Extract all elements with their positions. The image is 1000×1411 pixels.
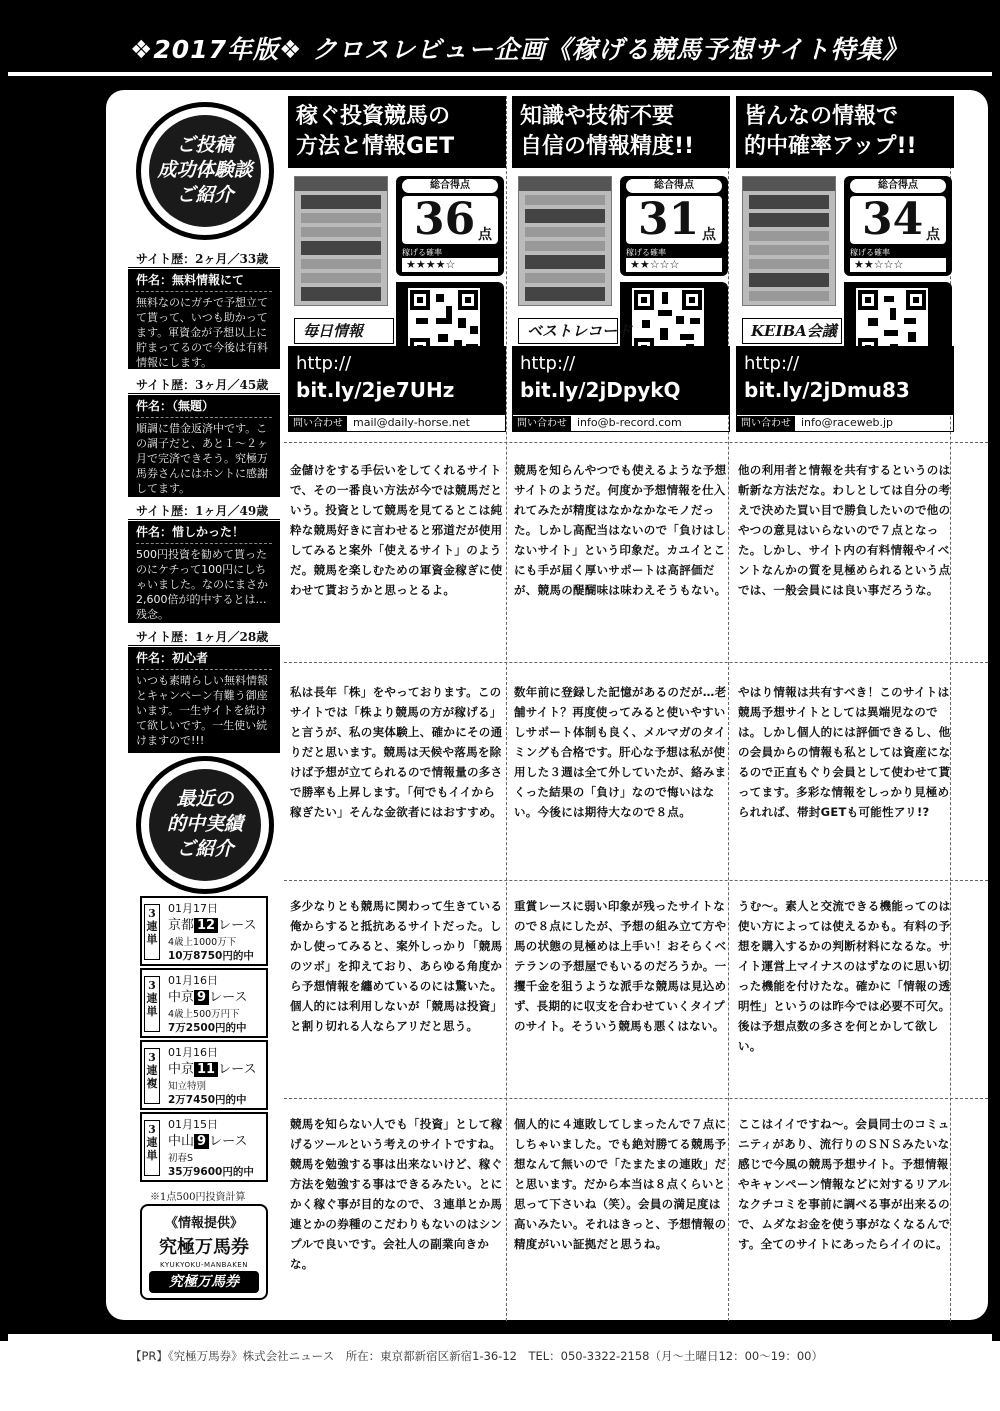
payout: 7万2500円的中 bbox=[168, 1022, 247, 1034]
contact-row bbox=[736, 414, 954, 432]
bet-type: 3連複 bbox=[144, 1048, 160, 1104]
cross-review: 個人的に４連敗してしまったんで７点にしちゃいました。でも絶対勝てる競馬予想なんて無いので「たまたまの連敗」だと思います。だから本当は８点くらいと思って下さいね（笑）。会員の満足度は高いみたい。それはきっと、予想情報の精度がいい証拠だと思うね。 bbox=[512, 1114, 730, 1254]
total-score: 36 点 bbox=[402, 196, 498, 244]
race-word: レース bbox=[218, 918, 257, 933]
race-condition: 4歳上1000万下 bbox=[168, 937, 237, 948]
badge-line: ご投稿 bbox=[176, 134, 234, 156]
row-divider bbox=[284, 442, 988, 443]
cross-review: 金儲けをする手伝いをしてくれるサイトで、その一番良い方法が今では競馬だという。投資として競馬を見てるとこは純粋な競馬好きに言わせると邪道だが使用してみると案外「使えるサイト」のようだ。競馬を楽しむための軍資金稼ぎに使わせて貰おうかと思っとるよ。 bbox=[288, 460, 506, 600]
site-title bbox=[736, 96, 954, 168]
rate-label: 稼げる確率 bbox=[402, 248, 442, 257]
hit-date: 01月16日 bbox=[168, 1046, 218, 1059]
cross-review: やはり情報は共有すべき！このサイトは競馬予想サイトとしては異端児なのでは。しかし個人的には評価できるし、他の会員からの情報も私としては資産になるので正直もぐり会員として使わせて貰ってます。多彩な情報をしっかり見極められれば、帯封GETも可能性アリ!? bbox=[736, 682, 954, 822]
cross-review: 競馬を知らんやつでも使えるような予想サイトのようだ。何度か予想情報を仕入れてみたが精度はなかなかなモノだった。しかし高配当はないので「負けはしないサイト」という印象だ。カユイとこにも手が届く厚いサポートは高評価だが、競馬の醍醐味は味わえそうもない。 bbox=[512, 460, 730, 600]
race-place: 中山 bbox=[168, 1134, 195, 1149]
provider-logo: 究極万馬券 bbox=[149, 1271, 259, 1293]
score-box bbox=[396, 176, 504, 276]
url-scheme: http:// bbox=[296, 353, 352, 374]
site-name: 毎日情報 bbox=[294, 318, 394, 344]
site-title bbox=[512, 96, 730, 168]
cross-review: 重賞レースに弱い印象が残ったサイトなので８点にしたが、予想の組み立て方や馬の状態の見極めは上手い！おそらくベテランの予想屋でもいるのだろうか。一攫千金を狙うような派手な競馬は見込めず、長期的に収支を合わせていくタイプのサイト。そういう競馬も悪くはない。 bbox=[512, 896, 730, 1036]
race-condition: 4歳上500万円下 bbox=[168, 1009, 240, 1020]
payout: 35万9600円的中 bbox=[168, 1166, 254, 1178]
contact-label: 問い合わせ bbox=[289, 416, 347, 432]
score-unit: 点 bbox=[926, 227, 940, 243]
page-title: ❖2017年版❖ クロスレビュー企画《稼げる競馬予想サイト特集》 bbox=[130, 35, 909, 64]
site-title-line: 的中確率アップ!! bbox=[744, 134, 917, 159]
results-badge bbox=[136, 756, 274, 894]
rating-stars: ★★☆☆☆ bbox=[626, 258, 722, 272]
badge-line: ご紹介 bbox=[176, 184, 234, 206]
score-label: 総合得点 bbox=[626, 179, 722, 193]
footer-rule bbox=[8, 1326, 992, 1334]
sidebar bbox=[128, 96, 280, 1321]
rating-stars: ★★★★☆ bbox=[402, 258, 498, 272]
race-condition: 知立特別 bbox=[168, 1081, 207, 1092]
user-review bbox=[128, 395, 280, 497]
payout: 2万7450円的中 bbox=[168, 1094, 247, 1106]
review-body: 順調に借金返済中です。この調子だと、あと１～２ヶ月で完済できそう。究極万馬券さんにはホントに感謝してます。 bbox=[136, 422, 268, 495]
cross-review: 私は長年「株」をやっております。このサイトでは「株より競馬の方が稼げる」と言うが、私の実体験上、確かにその通りだと思います。競馬は天候や落馬を除けば予想が立てられるので情報量の多さで勝率も上昇します。「何でもイイから稼ぎたい」そんな金欲者にはおすすめ。 bbox=[288, 682, 506, 822]
race-word: レース bbox=[218, 1062, 257, 1077]
site-title-line: 皆んなの情報で bbox=[744, 104, 899, 129]
user-review bbox=[128, 521, 280, 623]
url-link[interactable]: bit.ly/2jDpykQ bbox=[520, 378, 681, 402]
bet-type: 3連単 bbox=[144, 976, 160, 1032]
contact-row bbox=[512, 414, 730, 432]
bet-type: 3連単 bbox=[144, 904, 160, 960]
review-career: サイト歴：1ヶ月／49歳 bbox=[128, 500, 280, 520]
total-score: 31 点 bbox=[626, 196, 722, 244]
site-title-line: 知識や技術不要 bbox=[520, 104, 675, 129]
page-bottom-margin bbox=[0, 1372, 1000, 1411]
site-title-line: 稼ぐ投資競馬の bbox=[296, 104, 451, 129]
review-subject: 件名：初心者 bbox=[136, 651, 272, 670]
contact-email[interactable]: info@b-record.com bbox=[577, 416, 682, 429]
badge-line: 最近の bbox=[176, 788, 234, 810]
provider-name: 究極万馬券 bbox=[159, 1237, 249, 1258]
review-subject: 件名：無料情報にて bbox=[136, 273, 272, 292]
page-header bbox=[0, 0, 1000, 86]
row-divider bbox=[284, 1098, 988, 1099]
race-word: レース bbox=[209, 990, 248, 1005]
score-label: 総合得点 bbox=[850, 179, 946, 193]
provider-box bbox=[140, 1204, 268, 1300]
review-subject: 件名：惜しかった！ bbox=[136, 525, 272, 544]
url-scheme: http:// bbox=[744, 353, 800, 374]
score-label: 総合得点 bbox=[402, 179, 498, 193]
badge-line: 的中実績 bbox=[166, 813, 243, 835]
contact-email[interactable]: info@raceweb.jp bbox=[801, 416, 893, 429]
race-place: 中京 bbox=[168, 1062, 195, 1077]
hit-record bbox=[140, 1040, 268, 1110]
frame-left bbox=[0, 86, 8, 1341]
row-divider bbox=[284, 662, 988, 663]
badge-line: 成功体験談 bbox=[157, 159, 253, 181]
site-title-line: 自信の情報精度!! bbox=[520, 134, 695, 159]
badge-line: ご紹介 bbox=[176, 838, 234, 860]
contact-label: 問い合わせ bbox=[513, 416, 571, 432]
site-url[interactable] bbox=[512, 346, 730, 414]
site-name: KEIBA会議 bbox=[742, 318, 842, 344]
url-link[interactable]: bit.ly/2jDmu83 bbox=[744, 378, 910, 402]
rate-label: 稼げる確率 bbox=[626, 248, 666, 257]
site-screenshot bbox=[518, 176, 612, 306]
review-career: サイト歴：2ヶ月／33歳 bbox=[128, 248, 280, 268]
review-career: サイト歴：1ヶ月／28歳 bbox=[128, 626, 280, 646]
race-number: 9 bbox=[194, 990, 209, 1005]
url-scheme: http:// bbox=[520, 353, 576, 374]
cross-review: 他の利用者と情報を共有するというのは斬新な方法だな。わしとしては自分の考えで決めた買い目で勝負したいので他のやつの意見はいらないので７点となった。しかし、サイト内の有料情報やイベントなんかの質を見極められるという点では、一般会員には良い事だろうな。 bbox=[736, 460, 954, 600]
total-score: 34 点 bbox=[850, 196, 946, 244]
score-box bbox=[844, 176, 952, 276]
score-unit: 点 bbox=[478, 227, 492, 243]
header-rule bbox=[8, 72, 992, 76]
race-place: 京都 bbox=[168, 918, 195, 933]
hit-date: 01月16日 bbox=[168, 974, 218, 987]
site-title-line: 方法と情報GET bbox=[296, 134, 455, 159]
testimonials-badge bbox=[136, 102, 274, 240]
rating-stars: ★★☆☆☆ bbox=[850, 258, 946, 272]
race-number: 11 bbox=[194, 1062, 218, 1077]
site-url[interactable] bbox=[736, 346, 954, 414]
row-divider bbox=[284, 880, 988, 881]
race-word: レース bbox=[209, 1134, 248, 1149]
investment-note: ※1点500円投資計算 bbox=[150, 1192, 246, 1203]
race-number: 12 bbox=[194, 918, 218, 933]
hit-record bbox=[140, 1112, 268, 1182]
bet-type: 3連単 bbox=[144, 1120, 160, 1176]
review-career: サイト歴：3ヶ月／45歳 bbox=[128, 374, 280, 394]
cross-review: 競馬を知らない人でも「投資」として稼げるツールという考えのサイトですね。競馬を勉強する事は出来ないけど、稼ぐ方法を勉強する事はできるみたい。とにかく稼ぐ事が目的なので、３連単とか馬連とかの券種のこだわりもないのはシンプルで良いです。会社人の副業向きかな。 bbox=[288, 1114, 506, 1274]
frame-right bbox=[992, 86, 1000, 1341]
rate-label: 稼げる確率 bbox=[850, 248, 890, 257]
race-condition: 初春S bbox=[168, 1153, 194, 1164]
hit-record bbox=[140, 896, 268, 966]
site-screenshot bbox=[294, 176, 388, 306]
site-title bbox=[288, 96, 506, 168]
cross-review: ここはイイですね～。会員同士のコミュニティがあり、流行りのＳＮＳみたいな感じで今風の競馬予想サイト。予想情報やキャンペーン情報などに対するリアルなクチコミを事前に調べる事が出来るので、ムダなお金を使う事がなくなるんです。全てのサイトにあったらイイのに。 bbox=[736, 1114, 954, 1254]
contact-label: 問い合わせ bbox=[737, 416, 795, 432]
hit-record bbox=[140, 968, 268, 1038]
hit-date: 01月15日 bbox=[168, 1118, 218, 1131]
review-subject: 件名：（無題） bbox=[136, 399, 272, 418]
score-box bbox=[620, 176, 728, 276]
contact-email[interactable]: mail@daily-horse.net bbox=[353, 416, 470, 429]
review-body: いつも素晴らしい無料情報とキャンペーン有難う御座います。一生サイトを続けて欲しいです。一生使い続けますので!!! bbox=[136, 674, 268, 747]
site-name: ベストレコード bbox=[518, 318, 618, 344]
site-url[interactable] bbox=[288, 346, 506, 414]
site-screenshot bbox=[742, 176, 836, 306]
score-unit: 点 bbox=[702, 227, 716, 243]
user-review bbox=[128, 647, 280, 753]
footer: 【PR】《究極万馬券》株式会社ニュース 所在：東京都新宿区新宿1-36-12 TEL：050-3322-2158（月～土曜日12：00～19：00） bbox=[8, 1340, 992, 1372]
column-divider bbox=[506, 96, 507, 1321]
provider-roman: KYUKYOKU-MANBAKEN bbox=[160, 1261, 248, 1269]
review-body: 無料なのにガチで予想立てて貰って、いつも助かってます。軍資金が予想以上に貯まってるので今後は有料情報にします。 bbox=[136, 296, 268, 369]
hit-date: 01月17日 bbox=[168, 902, 218, 915]
race-number: 9 bbox=[194, 1134, 209, 1149]
review-body: 500円投資を勧めて貰ったのにケチって100円にしちゃいました。なのにまさか2,600倍が的中するとは…残念。 bbox=[136, 548, 268, 621]
url-link[interactable]: bit.ly/2je7UHz bbox=[296, 378, 455, 402]
contact-row bbox=[288, 414, 506, 432]
race-place: 中京 bbox=[168, 990, 195, 1005]
cross-review: うむ～。素人と交流できる機能ってのは使い方によっては使えるかも。有料の予想を購入するかの判断材料になるな。サイト運営上マイナスのはずなのに思い切った機能を付けたな。確かに「情報の透明性」というのは昨今では必要不可欠。後は予想点数の多さを何とかして欲しい。 bbox=[736, 896, 954, 1056]
payout: 10万8750円的中 bbox=[168, 950, 254, 962]
cross-review: 数年前に登録した記憶があるのだが…老舗サイト？再度使ってみると使いやすいしサポート体制も良く、メルマガのタイミングも合格です。肝心な予想は私が使用した３週は全て外していたが、絡みまくった結果の「負け」なので悔いはない。今後には期待大なので８点。 bbox=[512, 682, 730, 822]
user-review bbox=[128, 269, 280, 369]
provider-label: 《情報提供》 bbox=[164, 1216, 243, 1231]
cross-review: 多少なりとも競馬に関わって生きている俺からすると抵抗あるサイトだった。しかし使ってみると、案外しっかり「競馬のツボ」を抑えており、あらゆる角度から予想情報を纏めているのには驚いた。個人的には利用しないが「競馬は投資」と割り切れる人ならアリだと思う。 bbox=[288, 896, 506, 1036]
